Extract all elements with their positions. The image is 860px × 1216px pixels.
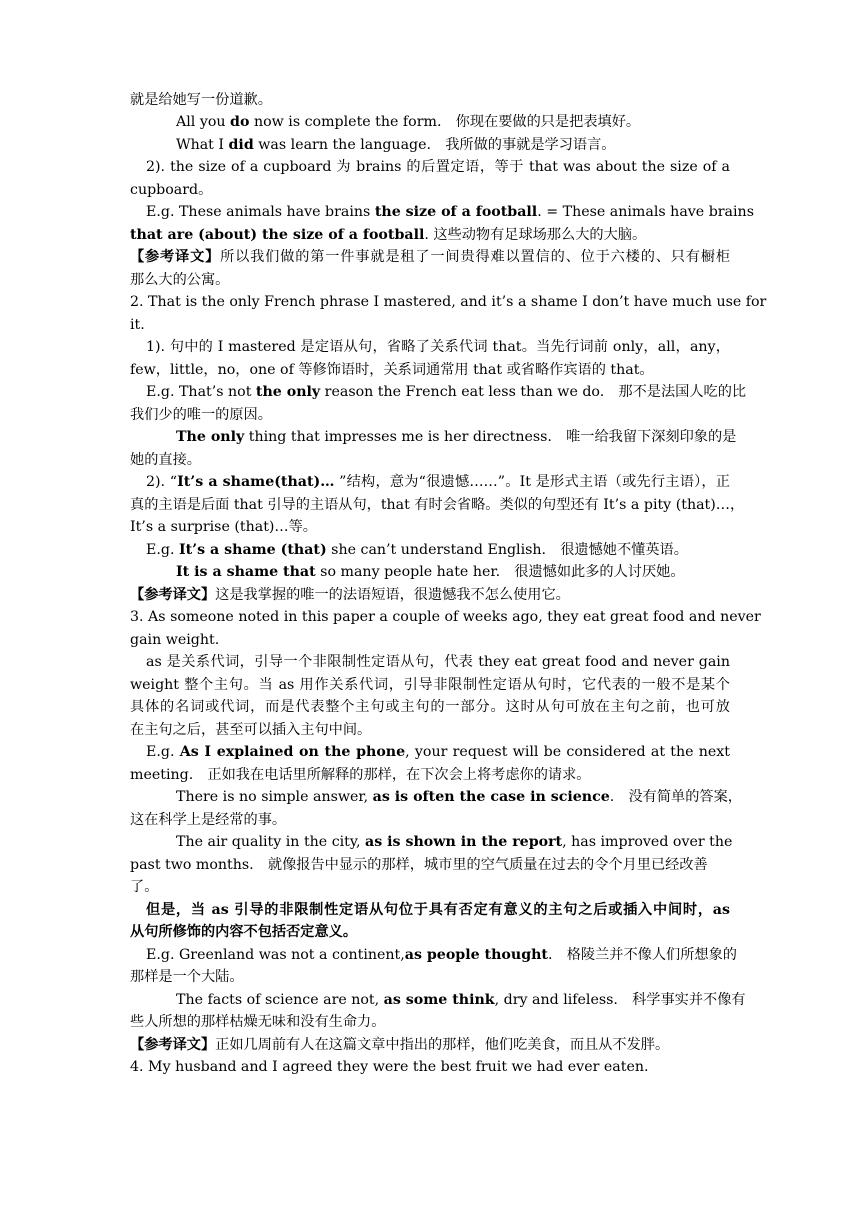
bold-text-segment: It’s a shame(that)… — [177, 474, 335, 490]
text-line — [176, 989, 746, 1012]
text-line — [130, 224, 730, 247]
text-segment: was learn the language. 我所做的事就是学习语言。 — [253, 137, 616, 153]
text-line — [130, 359, 730, 382]
text-segment: thing that impresses me is her directness. 唯一给我留下深刻印象的是 — [244, 429, 737, 445]
text-segment: 正如几周前有人在这篇文章中指出的那样，他们吃美食，而且从不发胖。 — [215, 1037, 670, 1053]
text-segment: 我们少的唯一的原因。 — [130, 407, 272, 423]
text-line — [130, 629, 730, 652]
text-line — [176, 134, 730, 157]
text-line — [130, 246, 730, 269]
text-segment: 些人所想的那样枯燥无味和没有生命力。 — [130, 1014, 386, 1030]
text-line — [146, 336, 730, 359]
text-line — [146, 471, 730, 494]
text-segment: 就是给她写一份道歉。 — [130, 92, 272, 108]
bold-text-segment: did — [228, 137, 254, 153]
text-segment: few，little，no，one of 等修饰语时，关系词通常用 that 或省略作宾语的 that。 — [130, 362, 654, 378]
text-line — [130, 674, 730, 697]
text-line — [130, 584, 730, 607]
text-line — [146, 539, 730, 562]
text-segment: E.g. These animals have brains — [146, 204, 375, 220]
bold-text-segment: 【参考译文】 — [130, 249, 221, 265]
text-segment: 那么大的公寓。 — [130, 272, 230, 288]
text-segment: , has improved over the — [562, 834, 733, 850]
text-segment: 这是我掌握的唯一的法语短语，很遗憾我不怎么使用它。 — [215, 587, 570, 603]
text-line — [130, 291, 767, 314]
text-line — [130, 854, 730, 877]
bold-text-segment: It’s a shame (that) — [178, 542, 327, 558]
text-segment: so many people hate her. 很遗憾如此多的人讨厌她。 — [315, 564, 685, 580]
text-line — [146, 381, 747, 404]
text-segment: 那样是一个大陆。 — [130, 969, 244, 985]
text-segment: 这在科学上是经常的事。 — [130, 812, 287, 828]
text-line — [130, 1011, 730, 1034]
text-line — [130, 809, 730, 832]
bold-text-segment: as people thought — [404, 947, 548, 963]
bold-text-segment: 【参考译文】 — [130, 587, 216, 603]
bold-text-segment: 【参考译文】 — [130, 1037, 216, 1053]
text-line — [176, 426, 737, 449]
text-segment: The air quality in the city, — [176, 834, 366, 850]
text-line — [130, 966, 730, 989]
text-line — [130, 1034, 730, 1057]
text-segment: gain weight. — [130, 632, 220, 648]
text-line — [130, 449, 730, 472]
text-line — [130, 1056, 730, 1079]
text-segment: reason the French eat less than we do. 那不是法国人吃的比 — [320, 384, 747, 400]
text-segment: . = These animals have brains — [537, 204, 754, 220]
text-segment: past two months. 就像报告中显示的那样，城市里的空气质量在过去的令个月里已经改善 — [130, 857, 708, 873]
bold-text-segment: 从句所修饰的内容不包括否定意义。 — [130, 924, 358, 940]
text-line — [130, 314, 730, 337]
text-line — [130, 89, 730, 112]
text-line — [176, 786, 742, 809]
text-line — [130, 696, 730, 719]
text-line — [146, 741, 730, 764]
text-line — [130, 876, 730, 899]
text-segment: E.g. — [146, 542, 179, 558]
text-line — [130, 719, 730, 742]
text-segment: now is complete the form. 你现在要做的只是把表填好。 — [249, 114, 641, 130]
text-line — [130, 404, 730, 427]
bold-text-segment: The only — [176, 429, 245, 445]
text-segment: as 是关系代词，引导一个非限制性定语从句，代表 they eat great food and never gain — [146, 654, 730, 670]
bold-text-segment: the size of a football — [374, 204, 538, 220]
text-segment: The facts of science are not, — [176, 992, 384, 1008]
bold-text-segment: It is a shame that — [176, 564, 316, 580]
text-line — [146, 201, 754, 224]
text-segment: cupboard。 — [130, 182, 213, 198]
bold-text-segment: as is shown in the report — [365, 834, 563, 850]
bold-text-segment: as is often the case in science — [372, 789, 610, 805]
text-segment: 真的主语是后面 that 引导的主语从句，that 有时会省略。类似的句型还有 It’s a pity (that)…， — [130, 497, 745, 513]
text-segment: ”结构，意为“很遗憾……”。It 是形式主语（或先行主语），正 — [334, 474, 730, 490]
text-segment: E.g. Greenland was not a continent, — [146, 947, 405, 963]
text-line — [146, 899, 730, 922]
text-segment: . 这些动物有足球场那么大的大脑。 — [424, 227, 647, 243]
text-line — [146, 944, 737, 967]
text-line — [130, 179, 730, 202]
bold-text-segment: that are (about) the size of a football — [130, 227, 425, 243]
text-line — [176, 561, 730, 584]
bold-text-segment: 但是，当 as 引导的非限制性定语从句位于具有否定有意义的主句之后或插入中间时，as — [146, 902, 730, 918]
text-segment: 所以我们做的第一件事就是租了一间贵得难以置信的、位于六楼的、只有橱柜 — [220, 249, 730, 265]
text-segment: 在主句之后，甚至可以插入主句中间。 — [130, 722, 372, 738]
bold-text-segment: the only — [255, 384, 321, 400]
text-segment: E.g. That’s not — [146, 384, 256, 400]
text-segment: 2). the size of a cupboard 为 brains 的后置定语，等于 that was about the size of a — [146, 159, 730, 175]
text-line — [130, 494, 745, 517]
bold-text-segment: do — [230, 114, 250, 130]
bold-text-segment: As I explained on the phone — [179, 744, 406, 760]
text-segment: 具体的名词或代词，而是代表整个主句或主句的一部分。这时从句可放在主句之前，也可放 — [130, 699, 730, 715]
text-segment: What I — [176, 137, 229, 153]
text-line — [176, 111, 730, 134]
text-segment: 她的直接。 — [130, 452, 201, 468]
text-line — [130, 764, 730, 787]
text-segment: she can’t understand English. 很遗憾她不懂英语。 — [326, 542, 688, 558]
text-line — [130, 269, 730, 292]
text-segment: , your request will be considered at the next — [405, 744, 731, 760]
text-segment: weight 整个主句。当 as 用作关系代词，引导非限制性定语从句时，它代表的一般不是某个 — [130, 677, 730, 693]
text-segment: 2). “ — [146, 474, 178, 490]
text-segment: E.g. — [146, 744, 180, 760]
text-segment: it. — [130, 317, 145, 333]
text-segment: 4. My husband and I agreed they were the best fruit we had ever eaten. — [130, 1059, 649, 1075]
text-line — [130, 606, 761, 629]
text-segment: All you — [176, 114, 231, 130]
text-line — [146, 651, 730, 674]
text-line — [130, 516, 730, 539]
text-segment: 1). 句中的 I mastered 是定语从句，省略了关系代词 that。当先行词前 only，all，any， — [146, 339, 730, 355]
text-line — [176, 831, 733, 854]
text-line — [146, 156, 730, 179]
text-segment: There is no simple answer, — [176, 789, 373, 805]
text-segment: 3. As someone noted in this paper a couple of weeks ago, they eat great food and never — [130, 609, 761, 625]
text-line — [130, 921, 730, 944]
text-segment: It’s a surprise (that)…等。 — [130, 519, 317, 535]
text-segment: . 格陵兰并不像人们所想象的 — [548, 947, 737, 963]
text-segment: meeting. 正如我在电话里所解释的那样，在下次会上将考虑你的请求。 — [130, 767, 591, 783]
text-segment: 了。 — [130, 879, 159, 895]
bold-text-segment: as some think — [383, 992, 495, 1008]
text-segment: , dry and lifeless. 科学事实并不像有 — [494, 992, 746, 1008]
text-segment: . 没有简单的答案， — [609, 789, 742, 805]
text-segment: 2. That is the only French phrase I mastered, and it’s a shame I don’t have much use for — [130, 294, 767, 310]
